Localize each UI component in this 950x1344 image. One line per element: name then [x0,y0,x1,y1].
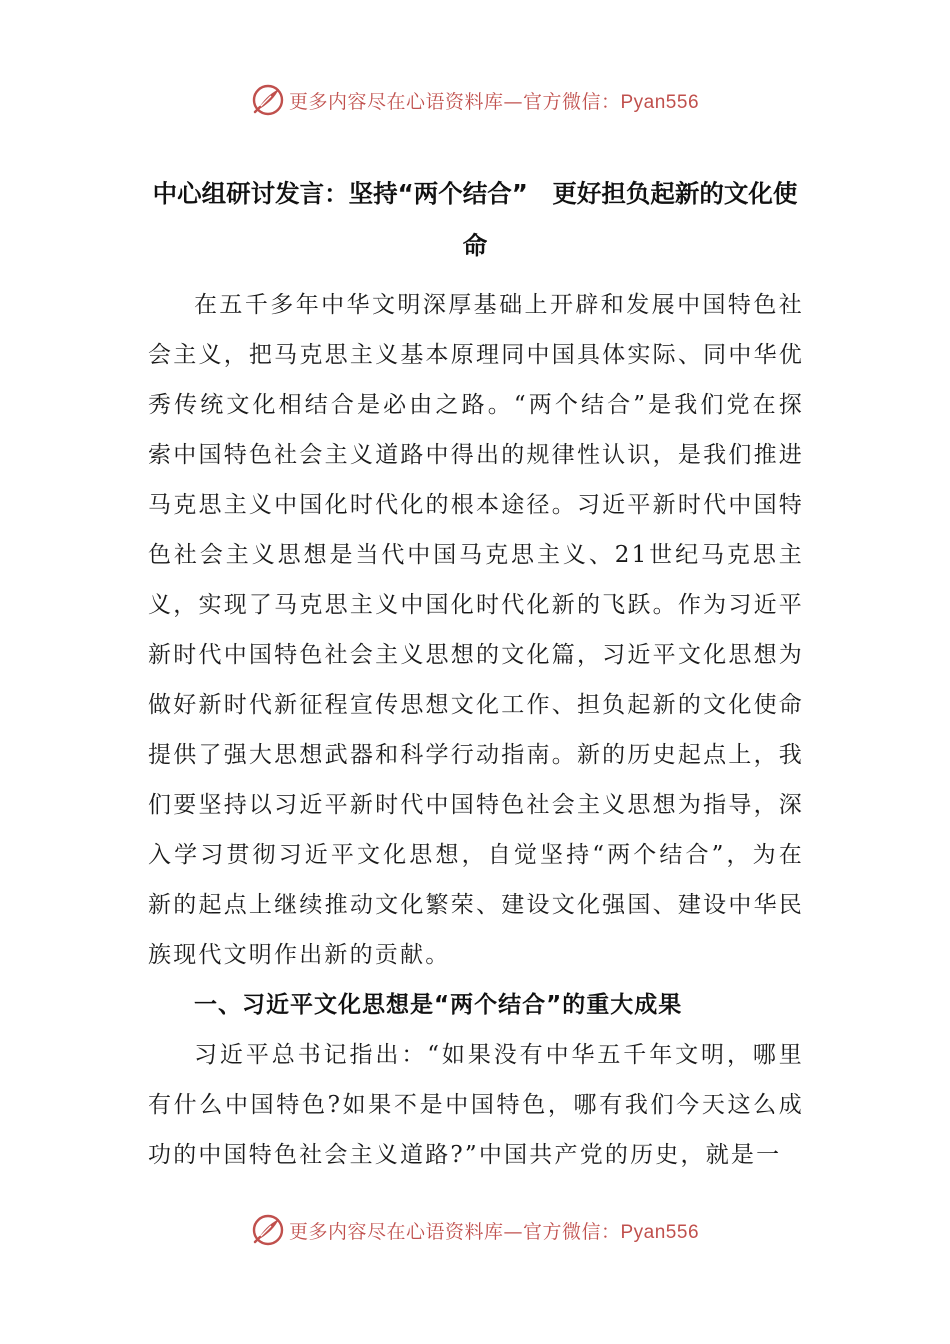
document-title: 中心组研讨发言：坚持“两个结合” 更好担负起新的文化使命 [152,179,798,260]
header-banner [0,80,950,120]
quill-pen-logo-icon [251,83,285,117]
header-banner-dash: — [503,90,523,113]
footer-banner-dash: — [503,1220,523,1243]
footer-banner-wechat: 官方微信：Pyan556 [523,1221,700,1243]
footer-banner [0,1210,950,1250]
document-body [148,280,804,1180]
footer-banner-lead: 更多内容尽在心语资料库 [288,1220,504,1243]
header-banner-wechat: 官方微信：Pyan556 [523,91,700,113]
section-heading-1: 一、习近平文化思想是“两个结合”的重大成果 [194,992,683,1018]
paragraph-intro: 在五千多年中华文明深厚基础上开辟和发展中国特色社会主义，把马克思主义基本原理同中国具体实际、同中华优秀传统文化相结合是必由之路。“两个结合”是我们党在探索中国特色社会主义道路中得出的规律性认识，是我们推进马克思主义中国化时代化的根本途径。习近平新时代中国特色社会主义思想是当代中国马克思主义、21世纪马克思主义，实现了马克思主义中国化时代化新的飞跃。作为习近平新时代中国特色社会主义思想的文化篇，习近平文化思想为做好新时代新征程宣传思想文化工作、担负起新的文化使命提供了强大思想武器和科学行动指南。新的历史起点上，我们要坚持以习近平新时代中国特色社会主义思想为指导，深入学习贯彻习近平文化思想，自觉坚持“两个结合”，为在新的起点上继续推动文化繁荣、建设文化强国、建设中华民族现代文明作出新的贡献。 [148,292,804,968]
quill-pen-logo-icon [251,1213,285,1247]
paragraph-section-1: 习近平总书记指出：“如果没有中华五千年文明，哪里有什么中国特色?如果不是中国特色，哪有我们今天这么成功的中国特色社会主义道路?”中国共产党的历史，就是一 [148,1042,804,1168]
header-banner-lead: 更多内容尽在心语资料库 [288,90,504,113]
footer-banner-text [289,1217,699,1244]
header-banner-text [289,87,699,114]
